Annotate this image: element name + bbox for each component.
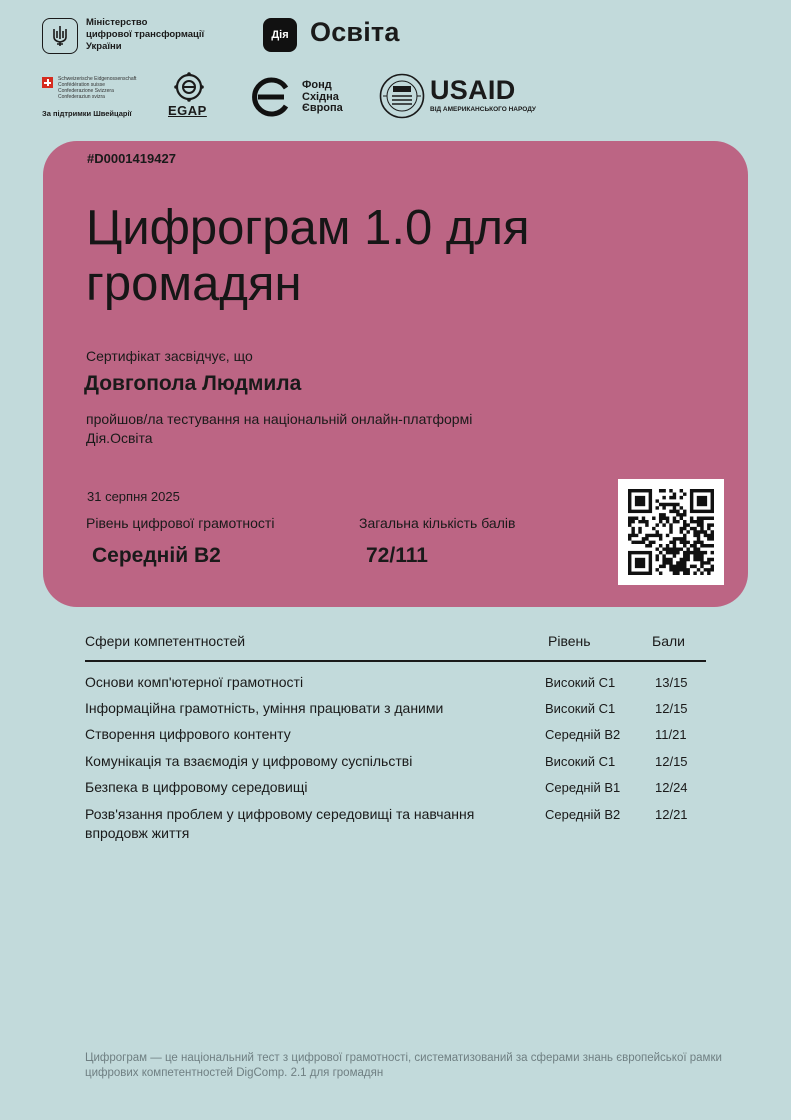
east-europe-foundation-text: Фонд Східна Європа [302,79,343,114]
osvita-logo-text: Освіта [310,17,400,47]
column-header-area: Сфери компетентностей [85,633,246,649]
competence-score: 12/24 [655,780,688,795]
competence-score: 12/21 [655,807,688,822]
recipient-name: Довгопола Людмила [84,372,302,395]
table-header-divider [85,660,706,662]
certificate-date: 31 серпня 2025 [87,489,180,504]
qr-code-pattern [628,489,714,575]
competence-level: Середній В2 [545,807,621,822]
usaid-logo-text: USAID [430,75,516,105]
ministry-logo [42,18,78,54]
column-header-level: Рівень [548,633,591,649]
certificate-id: #D0001419427 [87,151,176,166]
egap-logo-text: EGAP [168,103,207,118]
competence-score: 13/15 [655,675,688,690]
competence-level: Високий С1 [545,701,616,716]
dia-logo: Дія [263,18,297,52]
competence-score: 12/15 [655,754,688,769]
competence-area: Основи комп'ютерної грамотності [85,674,304,690]
footer-note: Цифрограм — це національний тест з цифрової грамотності, систематизований за сферами знань європейської рамки цифрових компетентностей DigComp. 2.1 для громадян [85,1052,722,1079]
competence-area: Безпека в цифровому середовищі [85,779,308,795]
competence-area: Комунікація та взаємодія у цифровому суспільстві [85,753,413,769]
trident-icon [51,25,69,47]
ministry-name: Міністерство цифрової трансформації України [86,17,205,52]
competence-score: 12/15 [655,701,688,716]
literacy-level-value: Середній В2 [92,544,221,567]
competence-level: Середній В2 [545,727,621,742]
certificate-title: Цифрограм 1.0 для громадян [86,201,530,311]
egap-emblem-icon [174,72,204,102]
certificate-intro: Сертифікат засвідчує, що [86,348,253,364]
swiss-flag-icon [42,77,53,88]
total-points-value: 72/111 [366,544,428,567]
competence-level: Високий С1 [545,675,616,690]
competence-score: 11/21 [655,727,687,742]
usaid-tagline: ВІД АМЕРИКАНСЬКОГО НАРОДУ [430,106,536,113]
certificate-description: пройшов/ла тестування на національній онлайн-платформі Дія.Освіта [86,411,473,446]
usaid-seal-icon [379,73,425,119]
qr-code[interactable] [618,479,724,585]
literacy-level-label: Рівень цифрової грамотності [86,515,275,531]
total-points-label: Загальна кількість балів [359,515,516,531]
column-header-score: Бали [652,633,685,649]
competence-area: Створення цифрового контенту [85,726,291,742]
swiss-support-label: За підтримки Швейцарії [42,109,132,118]
competence-level: Високий С1 [545,754,616,769]
swiss-confederation-text: Schweizerische Eidgenossenschaft Confédération suisse Confederazione Svizzera Confederaziun svizra [58,76,137,100]
east-europe-foundation-icon [250,76,292,118]
competence-area: Розв'язання проблем у цифровому середовищі та навчання впродовж життя [85,806,475,841]
competence-area: Інформаційна грамотність, уміння працювати з даними [85,700,444,716]
competence-level: Середній В1 [545,780,621,795]
